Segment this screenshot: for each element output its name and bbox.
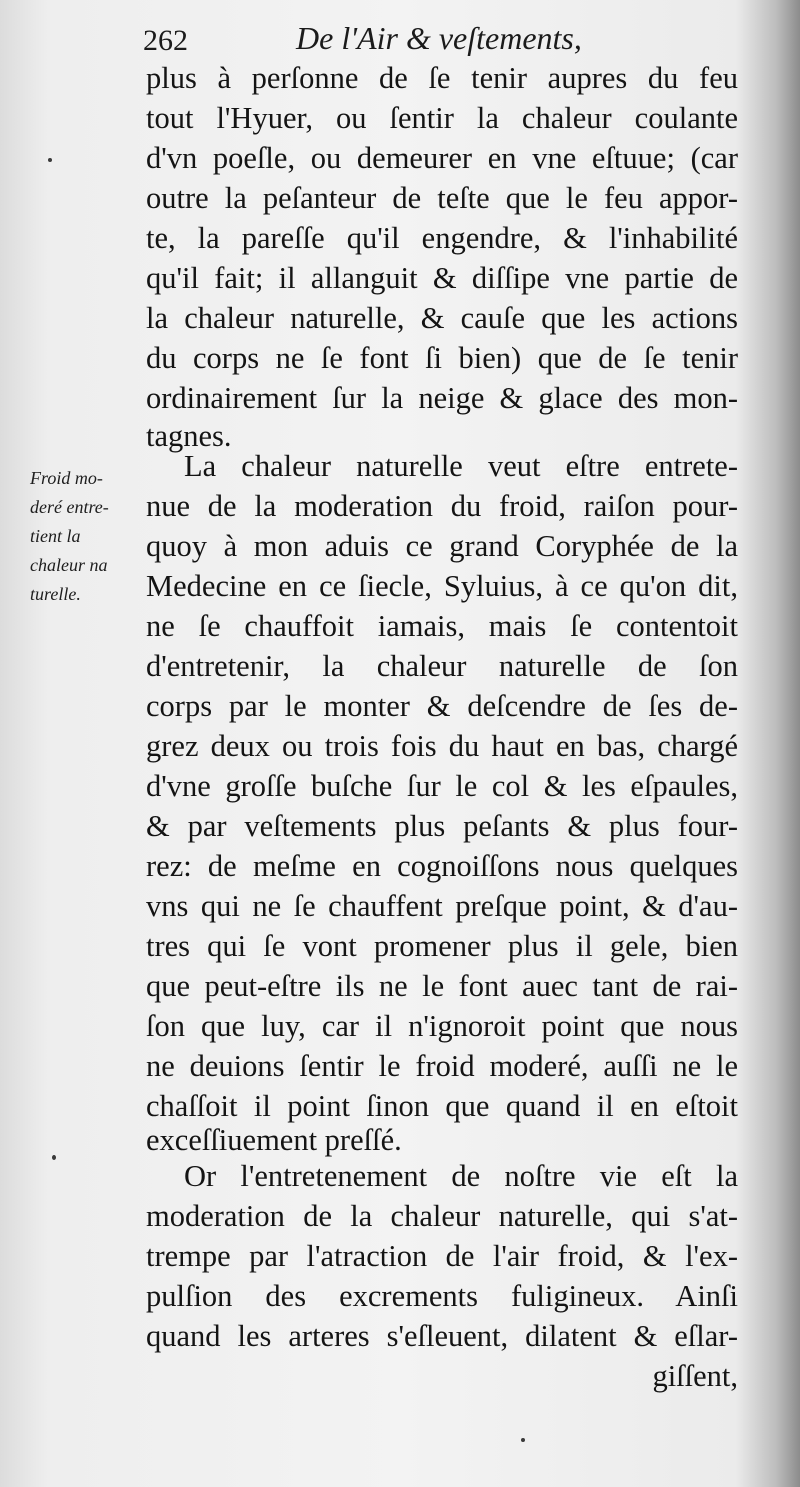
text-line: d'vne groſſe buſche ſur le col & les eſpaules, xyxy=(146,769,738,803)
text-line: & par veſtements plus peſants & plus four- xyxy=(146,809,738,843)
text-line: la chaleur naturelle, & cauſe que les actions xyxy=(146,301,738,335)
text-line: ne deuions ſentir le froid moderé, auſſi ne le xyxy=(146,1049,738,1083)
text-line: quand les arteres s'eſleuent, dilatent & eſlar- xyxy=(146,1319,738,1353)
text-line: corps par le monter & deſcendre de ſes de- xyxy=(146,689,738,723)
text-line: d'vn poeſle, ou demeurer en vne eſtuue; (car xyxy=(146,141,738,175)
marginal-note-line: tient la xyxy=(30,526,81,546)
marginal-note-line: turelle. xyxy=(30,584,81,604)
paragraph-first-line: Or l'entretenement de noſtre vie eſt la xyxy=(184,1159,738,1193)
catchword: giſſent, xyxy=(652,1359,738,1393)
page-number: 262 xyxy=(143,24,188,57)
text-line: d'entretenir, la chaleur naturelle de ſon xyxy=(146,649,738,683)
text-line: tres qui ſe vont promener plus il gele, bien xyxy=(146,929,738,963)
marginal-note-line: deré entre- xyxy=(30,497,109,517)
text-line: rez: de meſme en cognoiſſons nous quelques xyxy=(146,849,738,883)
text-line: vns qui ne ſe chauffent preſque point, & d'au- xyxy=(146,889,738,923)
ink-spot xyxy=(48,158,52,162)
ink-spot xyxy=(52,1155,56,1160)
text-line: que peut-eſtre ils ne le font auec tant de rai- xyxy=(146,969,738,1003)
text-line: du corps ne ſe font ſi bien) que de ſe tenir xyxy=(146,341,738,375)
text-line: ſon que luy, car il n'ignoroit point que nous xyxy=(146,1009,738,1043)
text-line: pulſion des excrements fuligineux. Ainſi xyxy=(146,1279,738,1313)
text-line: exceſſiuement preſſé. xyxy=(146,1123,402,1157)
text-line: tagnes. xyxy=(146,419,232,453)
text-line: Medecine en ce ſiecle, Syluius, à ce qu'on dit, xyxy=(146,569,738,603)
text-line: qu'il fait; il allanguit & diſſipe vne partie de xyxy=(146,261,738,295)
text-line: plus à perſonne de ſe tenir aupres du feu xyxy=(146,61,738,95)
text-line: outre la peſanteur de teſte que le feu appor- xyxy=(146,181,738,215)
text-line: chaſſoit il point ſinon que quand il en eſtoit xyxy=(146,1089,738,1123)
text-line: trempe par l'atraction de l'air froid, & l'ex- xyxy=(146,1239,738,1273)
text-line: te, la pareſſe qu'il engendre, & l'inhabilité xyxy=(146,221,738,255)
text-line: quoy à mon aduis ce grand Coryphée de la xyxy=(146,529,738,563)
ink-spot xyxy=(521,1438,525,1442)
marginal-note-line: Froid mo- xyxy=(30,468,103,488)
text-line: nue de la moderation du froid, raiſon pour- xyxy=(146,489,738,523)
running-head: De l'Air & veſtements, xyxy=(296,20,582,56)
marginal-note-line: chaleur na xyxy=(30,555,108,575)
text-line: grez deux ou trois fois du haut en bas, chargé xyxy=(146,729,738,763)
text-line: moderation de la chaleur naturelle, qui s'at- xyxy=(146,1199,738,1233)
text-line: ordinairement ſur la neige & glace des mon- xyxy=(146,381,738,415)
text-line: ne ſe chauffoit iamais, mais ſe contentoit xyxy=(146,609,738,643)
paragraph-first-line: La chaleur naturelle veut eſtre entrete- xyxy=(184,449,738,483)
text-line: tout l'Hyuer, ou ſentir la chaleur coulante xyxy=(146,101,738,135)
